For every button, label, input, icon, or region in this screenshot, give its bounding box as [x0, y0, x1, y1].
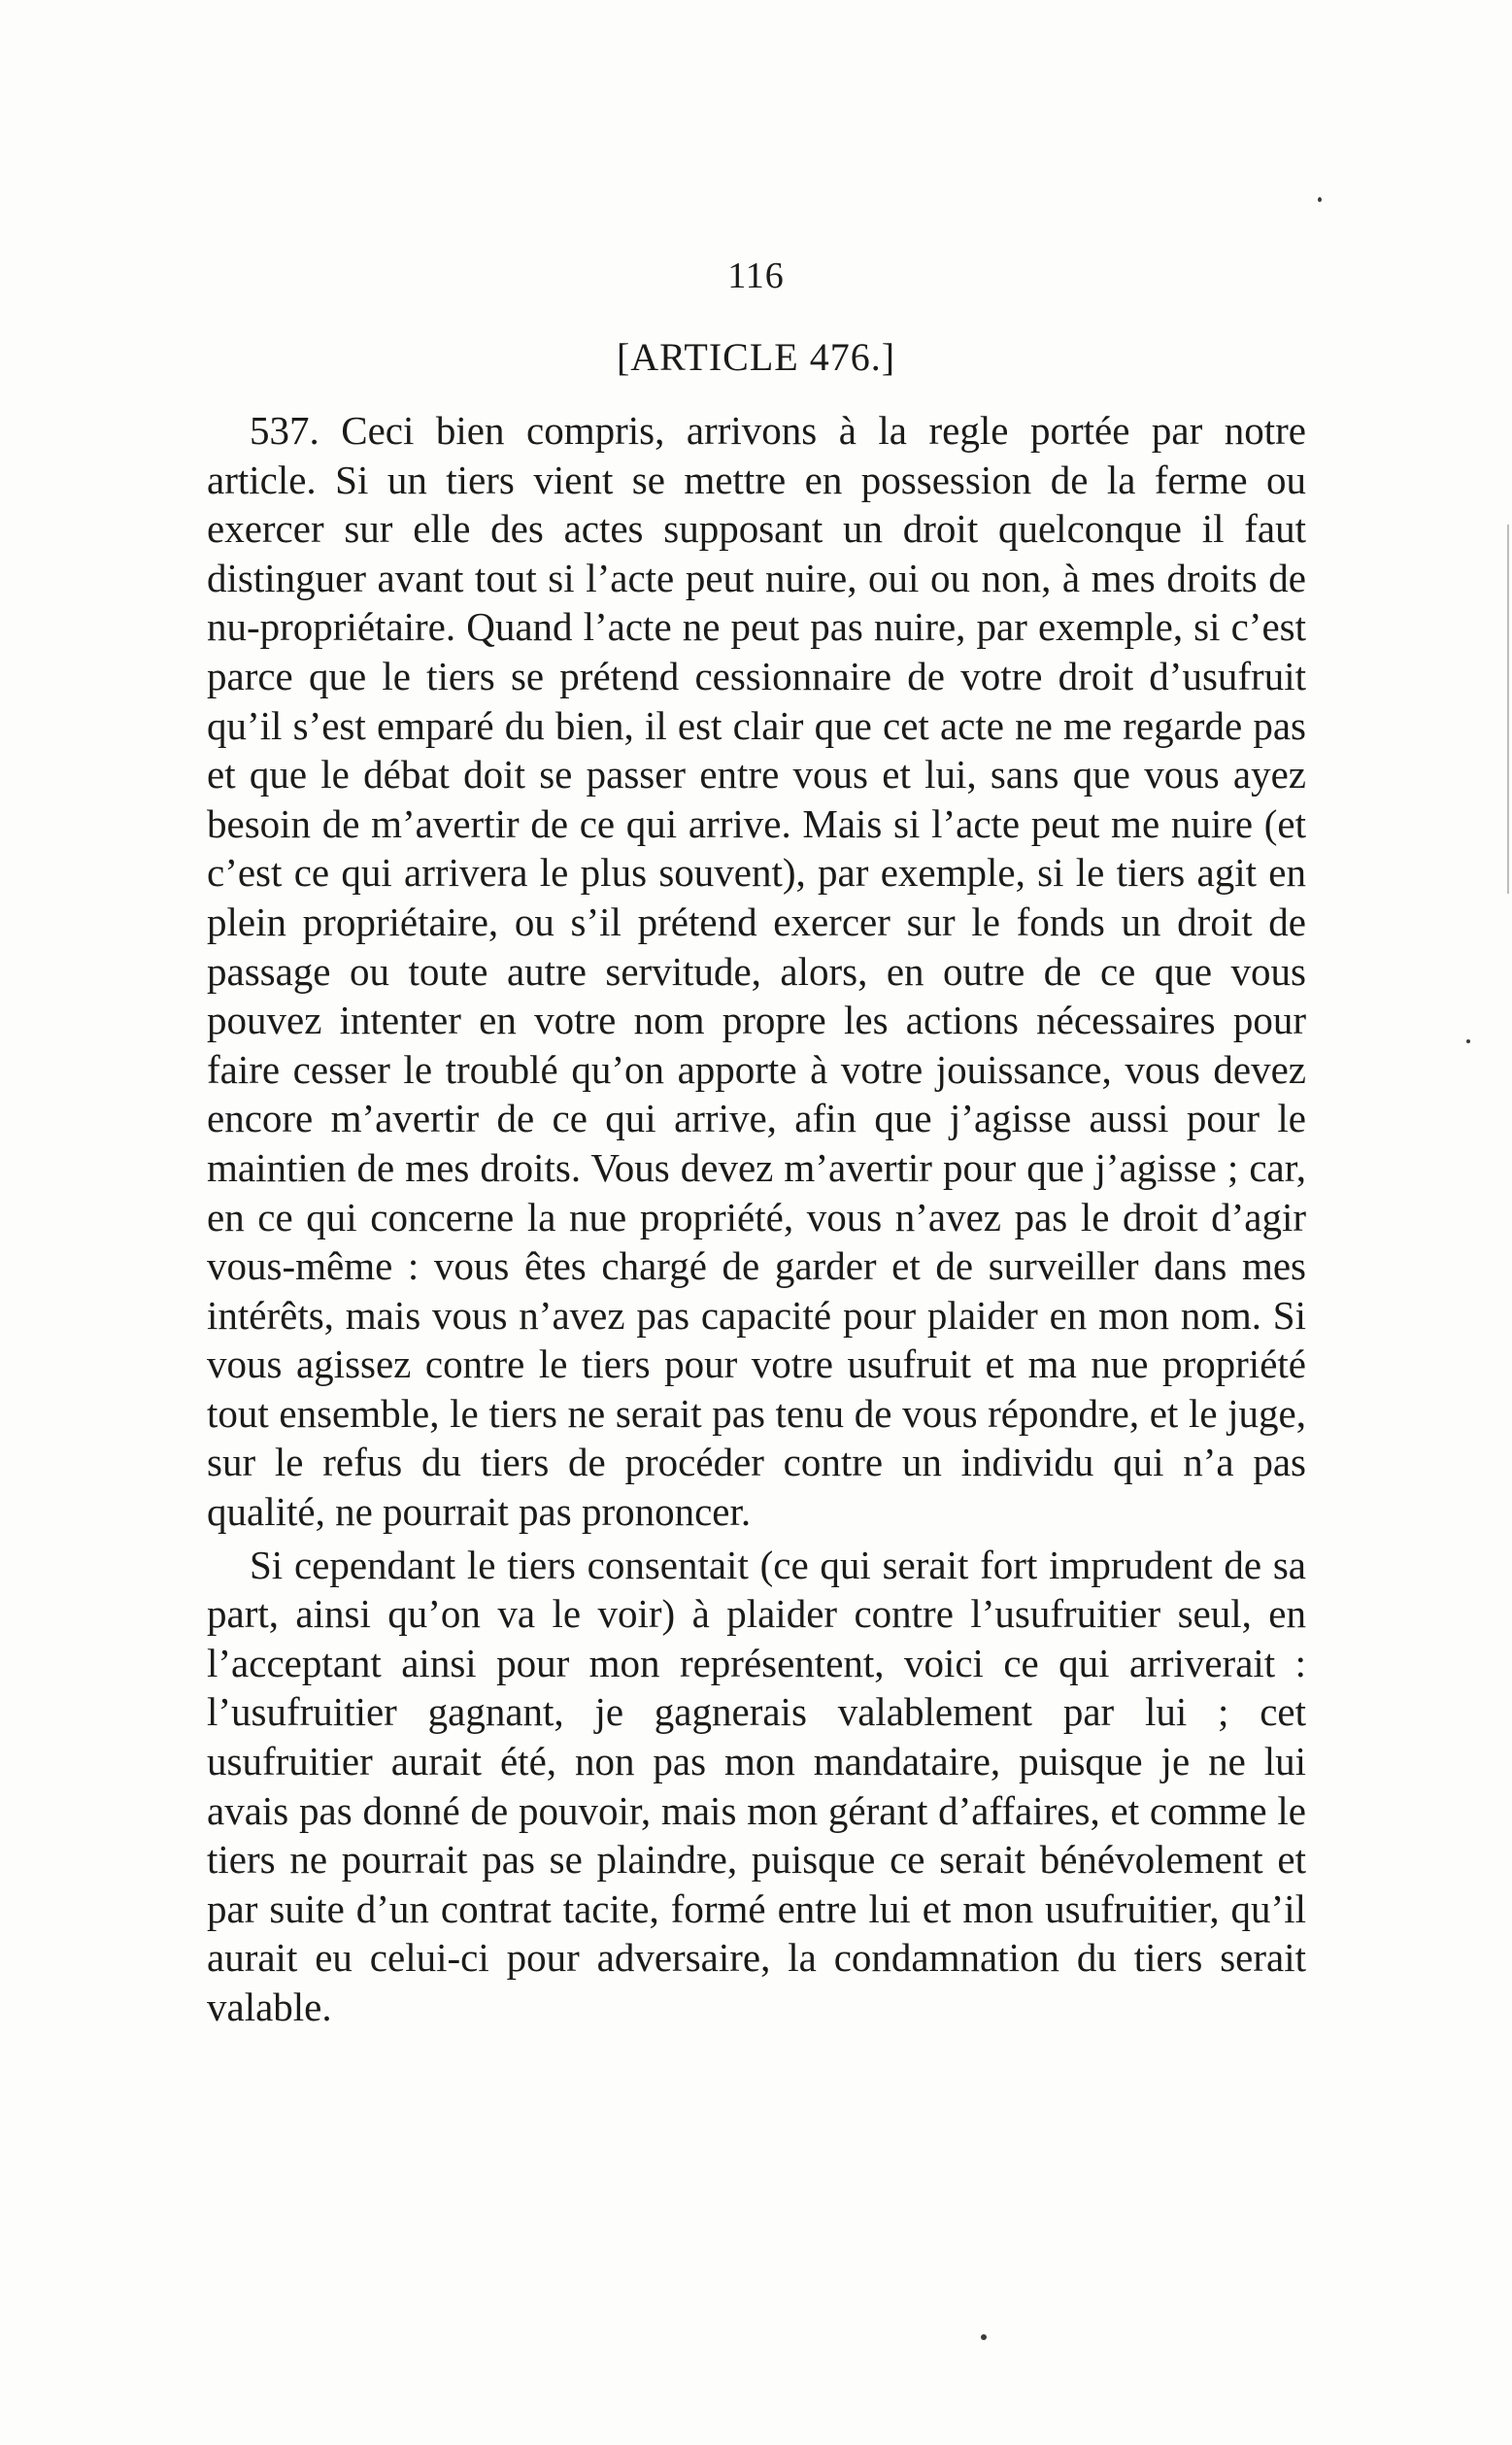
- page-number: 116: [727, 255, 785, 296]
- article-heading: [ARTICLE 476.]: [616, 335, 896, 379]
- scan-speck: [981, 2334, 987, 2340]
- body-text: [207, 406, 1306, 2032]
- scan-speck: [1318, 197, 1322, 202]
- paragraph-537: 537. Ceci bien compris, arrivons à la regle portée par notre article. Si un tiers vient se mettre en possession de la ferme ou exercer sur elle des actes supposant un droit quelconque il faut distinguer avant tout si l’acte peut nuire, oui ou non, à mes droits de nu-propriétaire. Quand l’acte ne peut pas nuire, par exemple, si c’est parce que le tiers se prétend cessionnaire de votre droit d’usufruit qu’il s’est emparé du bien, il est clair que cet acte ne me regarde pas et que le débat doit se passer entre vous et lui, sans que vous ayez besoin de m’avertir de ce qui arrive. Mais si l’acte peut me nuire (et c’est ce qui arrivera le plus souvent), par exemple, si le tiers agit en plein propriétaire, ou s’il prétend exercer sur le fonds un droit de passage ou toute autre servitude, alors, en outre de ce que vous pouvez intenter en votre nom propre les actions nécessaires pour faire cesser le troublé qu’on apporte à votre jouissance, vous devez encore m’avertir de ce qui arrive, afin que j’agisse aussi pour le maintien de mes droits. Vous devez m’avertir pour que j’agisse ; car, en ce qui concerne la nue propriété, vous n’avez pas le droit d’agir vous-même : vous êtes chargé de garder et de surveiller dans mes intérêts, mais vous n’avez pas capacité pour plaider en mon nom. Si vous agissez contre le tiers pour votre usufruit et ma nue propriété tout ensemble, le tiers ne serait pas tenu de vous répondre, et le juge, sur le refus du tiers de procéder contre un individu qui n’a pas qualité, ne pourrait pas prononcer.: [207, 408, 1306, 1535]
- margin-shadow: [1507, 525, 1509, 894]
- scan-speck: [1466, 1039, 1470, 1043]
- paragraph-second: Si cependant le tiers consentait (ce qui serait fort imprudent de sa part, ainsi qu’on va le voir) à plaider contre l’usufruitier seul, en l’acceptant ainsi pour mon représentent, voici ce qui arriverait : l’usufruitier gagnant, je gagnerais valablement par lui ; cet usufruitier aurait été, non pas mon mandataire, puisque je ne lui avais pas donné de pouvoir, mais mon gérant d’affaires, et comme le tiers ne pourrait pas se plaindre, puisque ce serait bénévolement et par suite d’un contrat tacite, formé entre lui et mon usufruitier, qu’il aurait eu celui-ci pour adversaire, la condamnation du tiers serait valable.: [207, 1542, 1306, 2029]
